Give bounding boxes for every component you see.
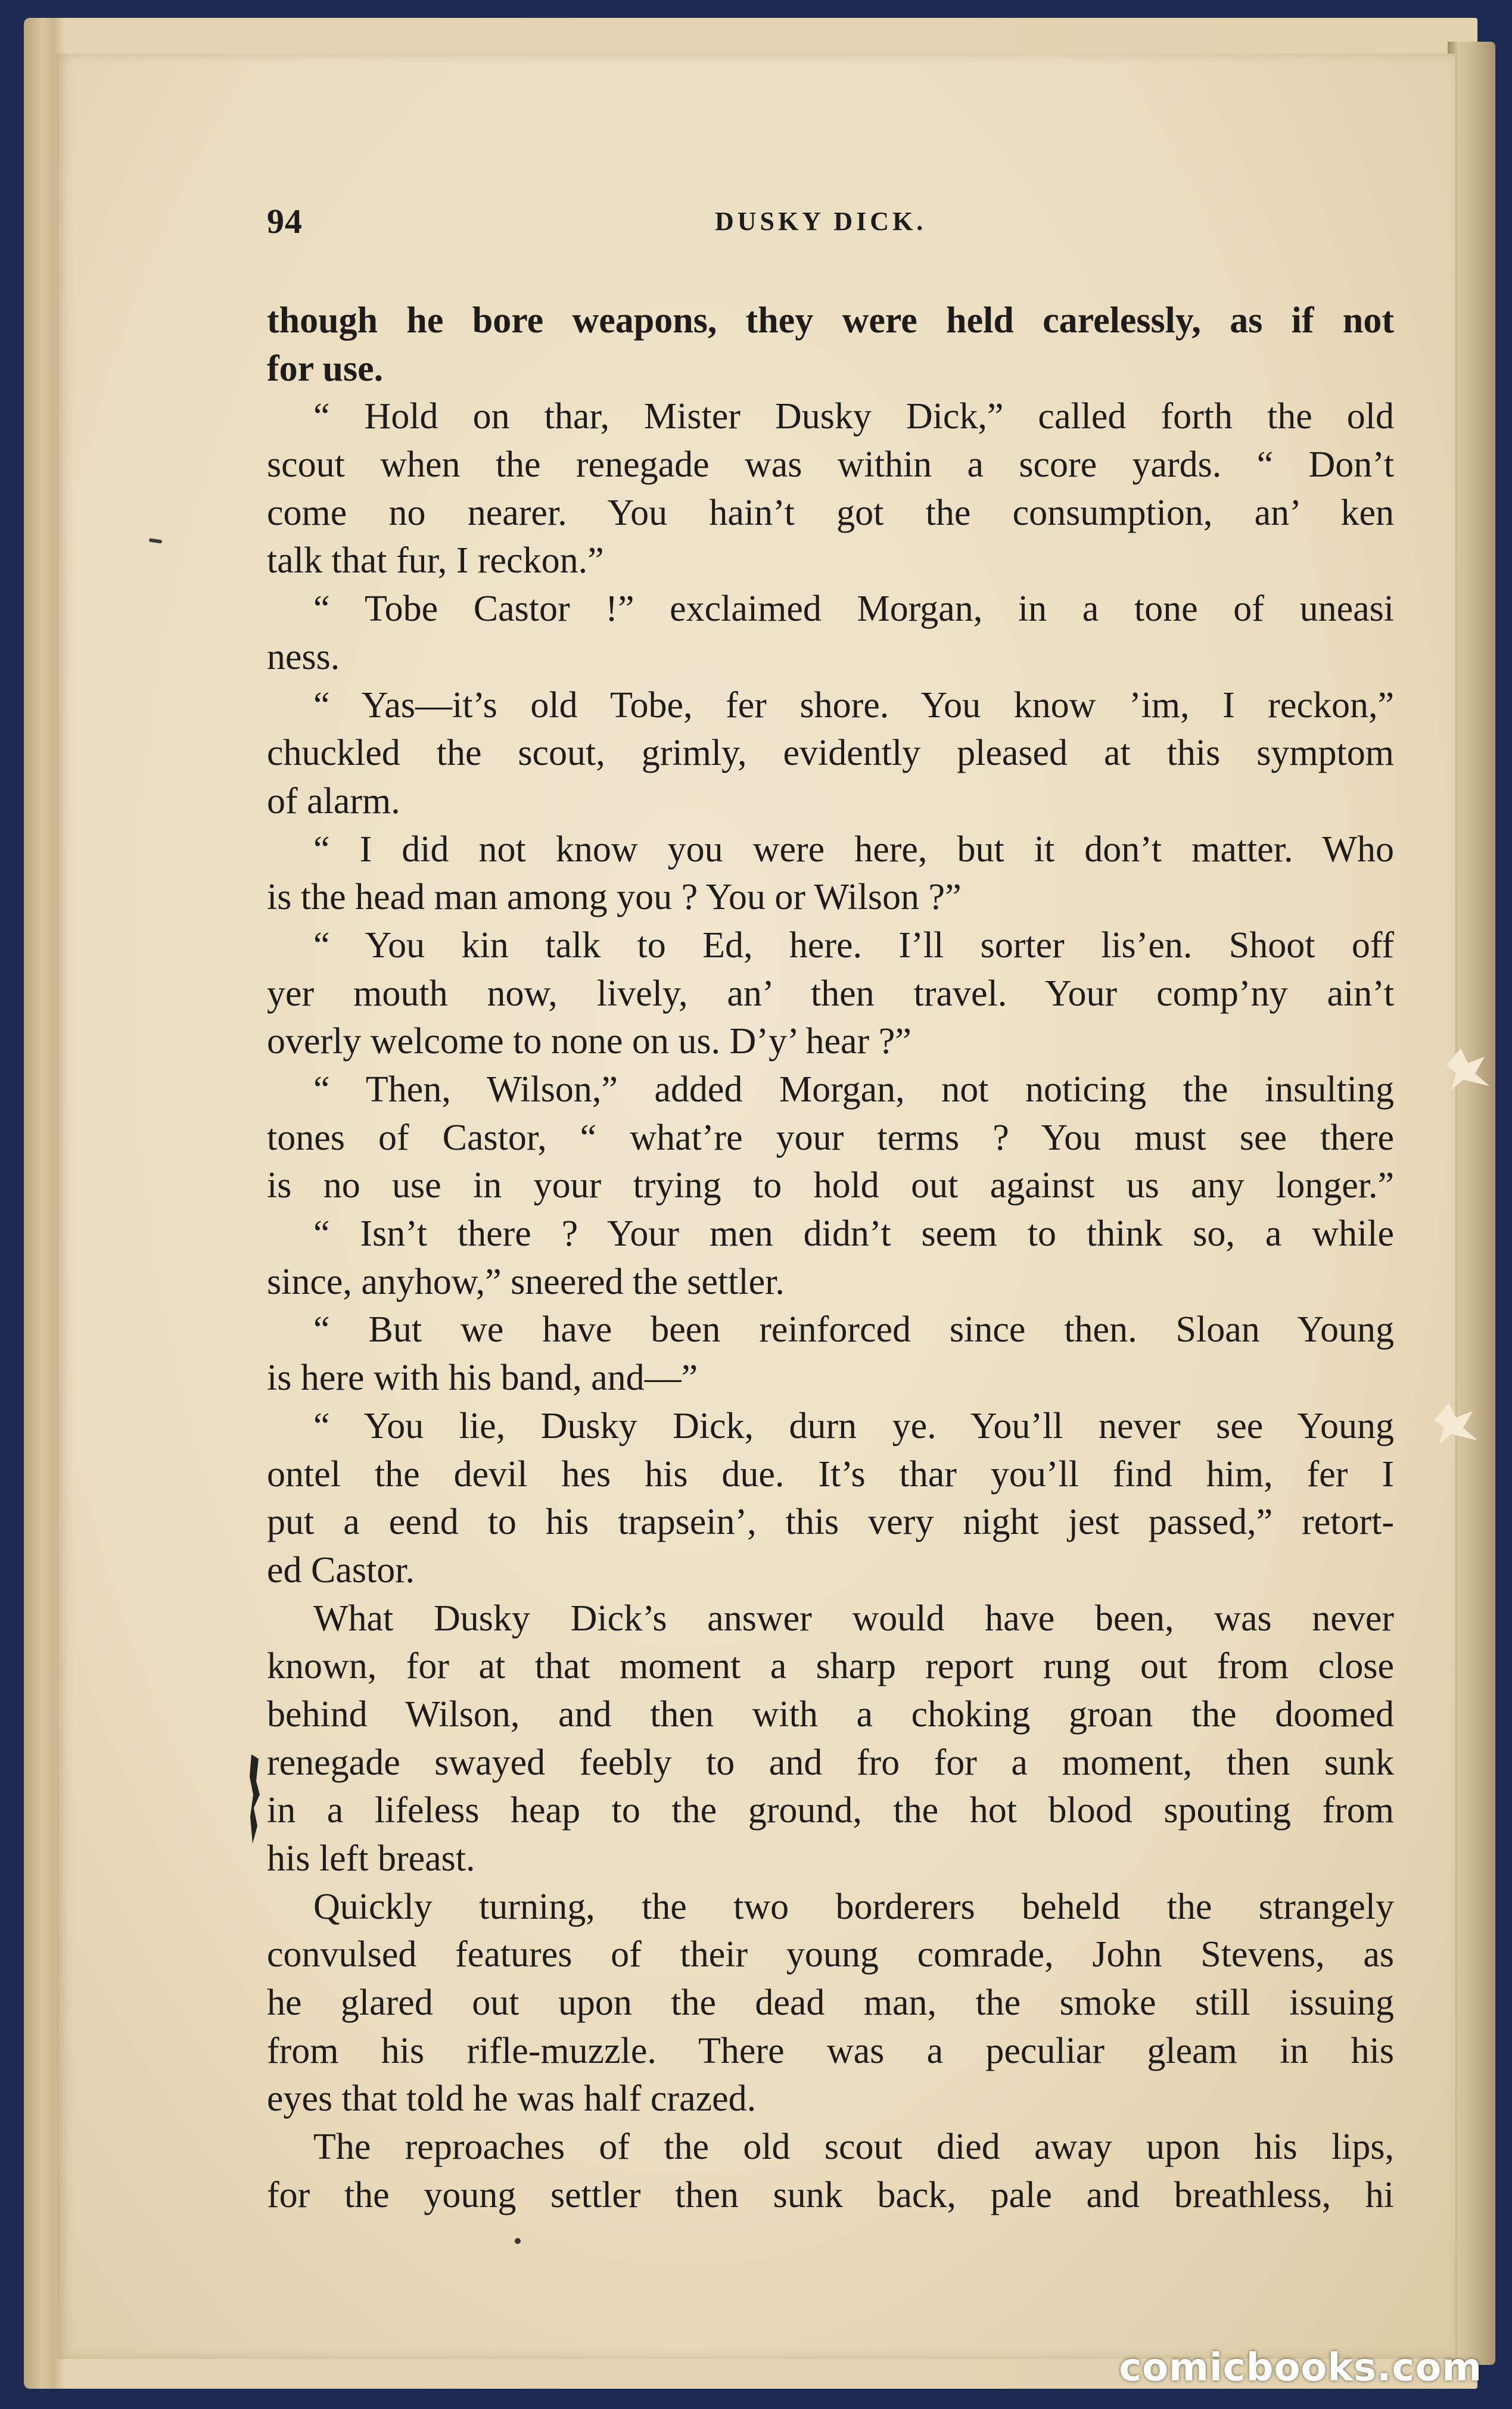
watermark: comicbooks.com: [1119, 2346, 1482, 2390]
text-line: What Dusky Dick’s answer would have been, was never: [313, 1598, 1394, 1639]
text-line: convulsed features of their young comrade, John Stevens, as: [267, 1934, 1394, 1975]
text-line: “ Yas—it’s old Tobe, fer shore. You know ’im, I reckon,”: [313, 684, 1394, 726]
text-line: renegade swayed feebly to and fro for a moment, then sunk: [267, 1742, 1394, 1783]
text-line: is no use in your trying to hold out against us any longer.”: [267, 1165, 1394, 1206]
text-line: “ Tobe Castor !” exclaimed Morgan, in a tone of uneasi: [313, 589, 1394, 630]
text-line: Quickly turning, the two borderers beheld the strangely: [313, 1886, 1394, 1927]
text-line: his left breast.: [267, 1838, 475, 1879]
running-head: [267, 201, 1399, 249]
text-line: he glared out upon the dead man, the smoke still issuing: [267, 1982, 1394, 2024]
page-number: 94: [267, 202, 303, 241]
text-line: tones of Castor, “ what’re your terms ? You must see there: [267, 1117, 1394, 1158]
text-line: for use.: [267, 348, 384, 389]
body-text: [267, 297, 1394, 2220]
text-line: “ You lie, Dusky Dick, durn ye. You’ll never see Young: [313, 1405, 1394, 1446]
text-line: from his rifle-muzzle. There was a peculiar gleam in his: [267, 2030, 1394, 2071]
text-line: chuckled the scout, grimly, evidently pleased at this symptom: [267, 733, 1394, 774]
text-line: “ Hold on thar, Mister Dusky Dick,” called forth the old: [313, 396, 1394, 437]
text-line: The reproaches of the old scout died away upon his lips,: [313, 2127, 1394, 2168]
text-line: scout when the renegade was within a score yards. “ Don’t: [267, 444, 1394, 485]
text-line: is here with his band, and—”: [267, 1358, 698, 1399]
text-line: though he bore weapons, they were held carelessly, as if not: [267, 300, 1394, 341]
running-title: DUSKY DICK.: [715, 207, 927, 236]
text-line: “ Then, Wilson,” added Morgan, not noticing the insulting: [313, 1069, 1394, 1110]
text-line: of alarm.: [267, 780, 400, 821]
text-line: behind Wilson, and then with a choking groan the doomed: [267, 1694, 1394, 1735]
text-line: ontel the devil hes his due. It’s thar you’ll find him, fer I: [267, 1454, 1394, 1495]
text-line: come no nearer. You hain’t got the consumption, an’ ken: [267, 492, 1394, 533]
text-line: ed Castor.: [267, 1549, 415, 1591]
text-line: talk that fur, I reckon.”: [267, 540, 604, 581]
text-line: “ You kin talk to Ed, here. I’ll sorter lis’en. Shoot off: [313, 925, 1394, 966]
text-line: yer mouth now, lively, an’ then travel. Your comp’ny ain’t: [267, 973, 1394, 1014]
text-line: “ I did not know you were here, but it don’t matter. Who: [313, 829, 1394, 870]
dot-mark: [515, 2238, 521, 2244]
text-line: put a eend to his trapsein’, this very night jest passed,” retort-: [267, 1502, 1394, 1543]
text-line: eyes that told he was half crazed.: [267, 2078, 757, 2119]
text-line: is the head man among you ? You or Wilson ?”: [267, 877, 962, 918]
text-line: since, anyhow,” sneered the settler.: [267, 1261, 785, 1302]
text-line: “ But we have been reinforced since then. Sloan Young: [313, 1309, 1394, 1350]
text-line: for the young settler then sunk back, pale and breathless, hi: [267, 2174, 1394, 2215]
text-line: in a lifeless heap to the ground, the hot blood spouting from: [267, 1790, 1394, 1831]
text-line: ness.: [267, 636, 340, 677]
text-line: overly welcome to none on us. D’y’ hear ?”: [267, 1021, 911, 1062]
text-line: known, for at that moment a sharp report rung out from close: [267, 1646, 1394, 1687]
text-line: “ Isn’t there ? Your men didn’t seem to think so, a while: [313, 1213, 1394, 1255]
